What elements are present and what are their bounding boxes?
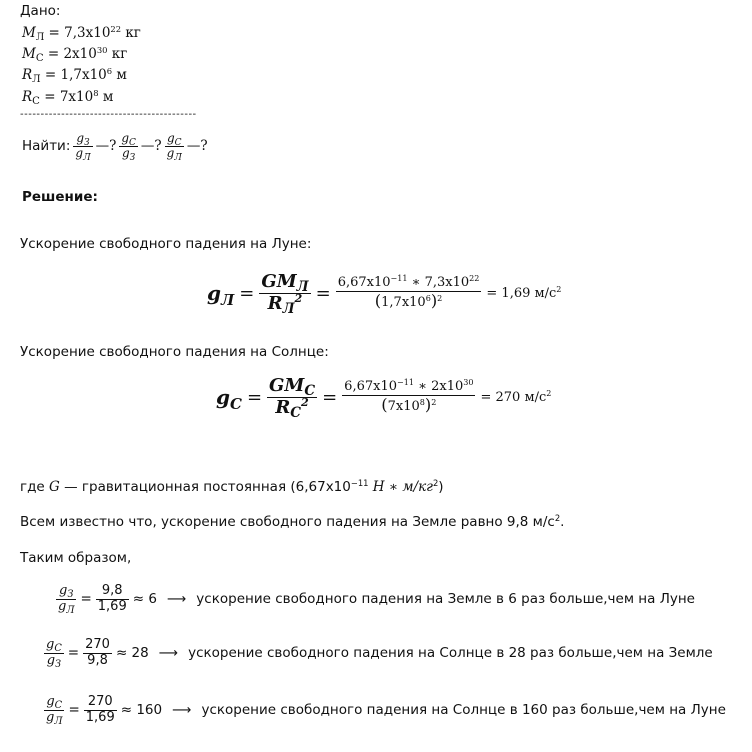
- earth-known-line: Всем известно что, ускорение свободного падения на Земле равно 9,8 $м/с^2$.: [20, 512, 565, 530]
- arrow-icon: ⟶: [166, 591, 187, 608]
- given-sun-mass: $M_С = 2x10^{30}$ кг: [22, 44, 128, 65]
- sun-formula: $g_С$ = $\frac{GM_С}{R_С^2}$ = $\frac{6,67x10^{-11} ∗ 2x10^{30}}{(7x10^8)^2}$ = 270 $м/с^2$: [216, 375, 552, 421]
- given-moon-radius: $R_Л = 1,7x10^6$ м: [22, 65, 127, 86]
- separator-line: -------------------------------------------: [20, 109, 197, 120]
- moon-formula: $g_Л$ = $\frac{GM_Л}{R_Л^2}$ = $\frac{6,67x10^{-11} ∗ 7,3x10^{22}}{(1,7x10^6)^2}$ = 1,69 $м/с^2$: [207, 271, 562, 317]
- find-ratio-sun-earth: $\frac{g_С}{g_З}$: [121, 131, 136, 163]
- ratio-sun-earth: $\frac{g_С}{g_З}$ = $\frac{270}{9,8}$ ≈ 28 ⟶ ускорение свободного падения на Солнце в 28 раз больше,чем на Земле: [46, 637, 713, 671]
- arrow-icon: ⟶: [172, 702, 192, 719]
- thus-line: Таким образом,: [20, 550, 132, 566]
- find-row: Найти: $\frac{g_З}{g_Л}$ —? $\frac{g_С}{g_З}$ —? $\frac{g_С}{g_Л}$ —?: [22, 131, 208, 163]
- ratio-sun-moon: $\frac{g_С}{g_Л}$ = $\frac{270}{1,69}$ ≈ 160 ⟶ ускорение свободного падения на Солнце в 160 раз больше,чем на Луне: [46, 694, 726, 728]
- moon-intro: Ускорение свободного падения на Луне:: [20, 236, 312, 252]
- given-sun-radius: $R_С = 7x10^8$ м: [22, 87, 114, 108]
- find-ratio-sun-moon: $\frac{g_С}{g_Л}$: [166, 131, 182, 163]
- solution-heading: Решение:: [22, 189, 98, 205]
- given-label: Дано:: [20, 3, 61, 19]
- arrow-icon: ⟶: [158, 645, 179, 662]
- sun-intro: Ускорение свободного падения на Солнце:: [20, 344, 329, 360]
- find-label: Найти:: [22, 138, 71, 155]
- find-ratio-earth-moon: $\frac{g_З}{g_Л}$: [75, 131, 91, 163]
- given-moon-mass: $M_Л = 7,3x10^{22}$ кг: [22, 23, 141, 44]
- ratio-earth-moon: $\frac{g_З}{g_Л}$ = $\frac{9,8}{1,69}$ ≈ 6 ⟶ ускорение свободного падения на Земле в 6 раз больше,чем на Луне: [58, 583, 695, 617]
- gravitational-constant-line: где G — гравитационная постоянная ($6,67x10^{-11}$ Н ∗ $м/кг^2$): [20, 477, 444, 495]
